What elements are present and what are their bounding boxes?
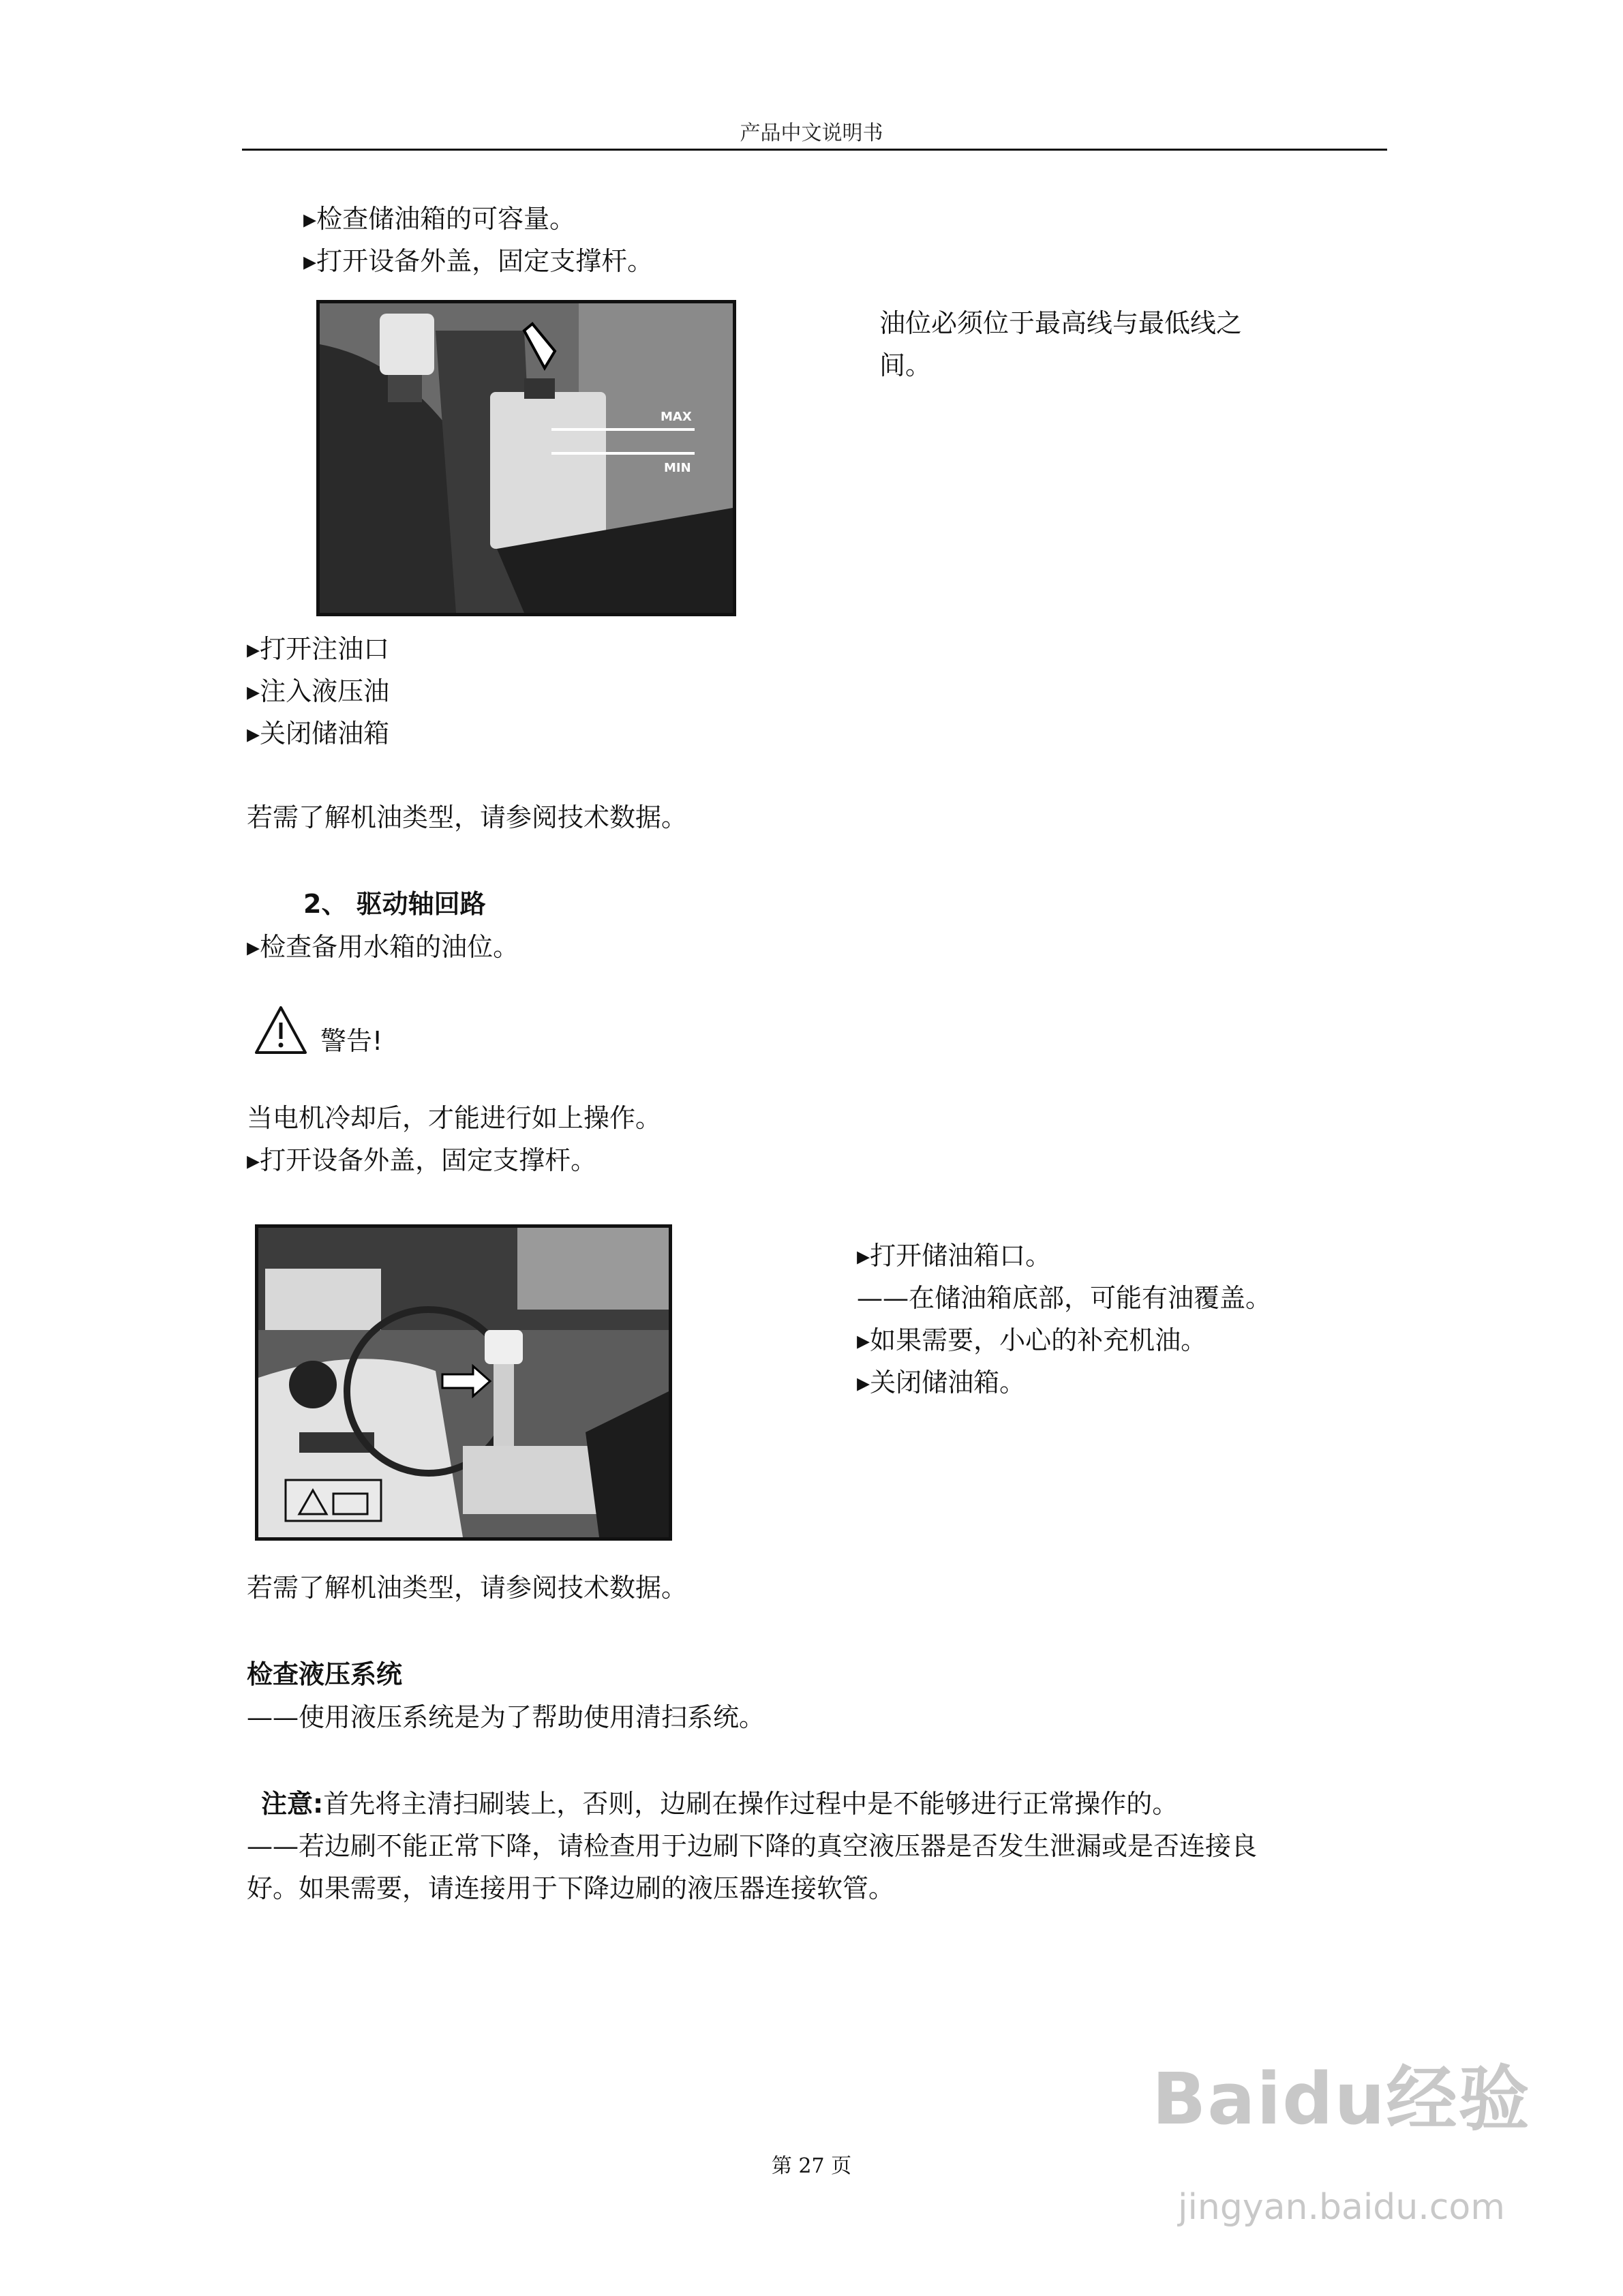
reference-text-2: 若需了解机油类型，请参阅技术数据。 (247, 1573, 688, 1603)
side-step-refill: ▸如果需要，小心的补充机油。 (857, 1325, 1207, 1355)
side-brush-paragraph-line-2: 好。如果需要，请连接用于下降边刷的液压器连接软管。 (247, 1873, 895, 1903)
warning-label: 警告! (320, 1026, 383, 1056)
hydraulic-intro: ——使用液压系统是为了帮助使用清扫系统。 (247, 1702, 765, 1732)
section-heading-drive-axle: 2、 驱动轴回路 (303, 889, 486, 919)
step-fill-oil: ▸注入液压油 (247, 676, 390, 706)
section-heading-hydraulic-system: 检查液压系统 (247, 1659, 403, 1689)
header-rule (242, 149, 1387, 151)
side-step-open-tank: ▸打开储油箱口。 (857, 1241, 1052, 1271)
side-brush-paragraph-line-1: ——若边刷不能正常下降，请检查用于边刷下降的真空液压器是否发生泄漏或是否连接良 (247, 1831, 1258, 1861)
step-check-capacity: ▸检查储油箱的可容量。 (303, 204, 576, 234)
note-label: 注意: (261, 1789, 324, 1819)
step-check-water-tank: ▸检查备用水箱的油位。 (247, 932, 519, 962)
reference-text-1: 若需了解机油类型，请参阅技术数据。 (247, 802, 688, 832)
step-close-tank: ▸关闭储油箱 (247, 719, 390, 749)
max-label: MAX (661, 410, 692, 424)
watermark-url: jingyan.baidu.com (1178, 2187, 1505, 2228)
side-step-close: ▸关闭储油箱。 (857, 1368, 1026, 1398)
step-open-cover-2: ▸打开设备外盖，固定支撑杆。 (247, 1145, 597, 1175)
step-open-filler: ▸打开注油口 (247, 634, 390, 664)
warning-icon (254, 1005, 308, 1058)
warning-text: 当电机冷却后，才能进行如上操作。 (247, 1103, 662, 1133)
side-note-line-2: 间。 (879, 350, 932, 380)
photo-hydraulic-tank (316, 300, 736, 616)
side-note-line-1: 油位必须位于最高线与最低线之 (879, 308, 1243, 338)
document-header-title: 产品中文说明书 (740, 121, 883, 145)
note-line (261, 1791, 1178, 1817)
note-text: 首先将主清扫刷装上，否则，边刷在操作过程中是不能够进行正常操作的。 (323, 1789, 1179, 1819)
watermark-logo: Baidu经验 (1152, 2057, 1531, 2141)
side-step-bottom-note: ——在储油箱底部，可能有油覆盖。 (857, 1283, 1272, 1313)
step-open-cover: ▸打开设备外盖，固定支撑杆。 (303, 246, 654, 276)
photo-oil-reservoir (255, 1224, 672, 1541)
page-number: 第 27 页 (771, 2154, 852, 2178)
min-label: MIN (664, 461, 691, 475)
